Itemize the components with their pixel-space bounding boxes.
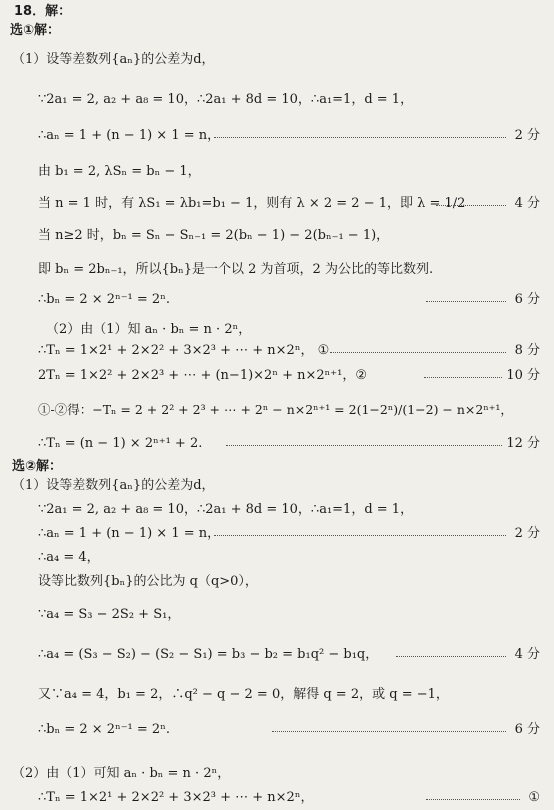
score-mark: 2 分 [514, 128, 540, 143]
dotted-leader [426, 301, 506, 302]
solution-text: ∴a₄ = (S₃ − S₂) − (S₂ − S₁) = b₃ − b₂ = b₁q² − b₁q， [38, 647, 379, 662]
solution-text: 即 bₙ = 2bₙ₋₁，所以{bₙ}是一个以 2 为首项，2 为公比的等比数列. [38, 262, 434, 277]
score-mark: 10 分 [506, 368, 540, 383]
solution-text: ∵a₄ = S₃ − 2S₂ + S₁， [38, 607, 181, 622]
solution-text: ∴Tₙ = 1×2¹ + 2×2² + 3×2³ + ⋯ + n×2ⁿ， [38, 790, 314, 805]
solution-text: ∵2a₁ = 2, a₂ + a₈ = 10，∴2a₁ + 8d = 10，∴a₁=1，d = 1， [38, 502, 414, 517]
dotted-leader [272, 731, 506, 732]
dotted-leader [436, 205, 506, 206]
solution-text: （1）设等差数列{aₙ}的公差为d， [12, 478, 215, 493]
dotted-leader [214, 535, 506, 536]
solution-text: （1）设等差数列{aₙ}的公差为d， [12, 52, 215, 67]
solution-text: 2Tₙ = 1×2² + 2×2³ + ⋯ + (n−1)×2ⁿ + n×2ⁿ⁺¹，② [38, 368, 367, 383]
dotted-leader [226, 445, 502, 446]
solution-text: 又∵a₄ = 4，b₁ = 2，∴q² − q − 2 = 0，解得 q = 2，或 q = −1， [38, 687, 449, 702]
dotted-leader [396, 656, 506, 657]
score-mark: 12 分 [506, 436, 540, 451]
solution-text: （2）由（1）知 aₙ · bₙ = n · 2ⁿ， [46, 322, 252, 337]
score-mark: 6 分 [514, 292, 540, 307]
score-mark: 2 分 [514, 526, 540, 541]
dotted-leader [330, 352, 506, 353]
solution-text: ∵2a₁ = 2, a₂ + a₈ = 10，∴2a₁ + 8d = 10，∴a₁=1，d = 1， [38, 92, 414, 107]
score-mark: 6 分 [514, 722, 540, 737]
solution-text: ∴a₄ = 4， [38, 550, 100, 565]
solution-text: 当 n = 1 时，有 λS₁ = λb₁=b₁ − 1，则有 λ × 2 = 2 − 1，即 λ = 1/2 [38, 196, 466, 211]
option-two-heading: 选②解： [12, 459, 63, 474]
solution-text: 由 b₁ = 2, λSₙ = bₙ − 1， [38, 164, 201, 179]
dotted-leader [424, 377, 502, 378]
solution-text: （2）由（1）可知 aₙ · bₙ = n · 2ⁿ， [12, 766, 231, 781]
solution-text: ∴bₙ = 2 × 2ⁿ⁻¹ = 2ⁿ. [38, 292, 170, 307]
solution-text: ∴Tₙ = (n − 1) × 2ⁿ⁺¹ + 2. [38, 436, 203, 451]
problem-heading: 18．解： [14, 4, 72, 19]
solution-text: ∴aₙ = 1 + (n − 1) × 1 = n， [38, 526, 221, 541]
solution-text: ∴bₙ = 2 × 2ⁿ⁻¹ = 2ⁿ. [38, 722, 170, 737]
solution-text: ∴Tₙ = 1×2¹ + 2×2² + 3×2³ + ⋯ + n×2ⁿ， ① [38, 343, 330, 358]
solution-text: ∴aₙ = 1 + (n − 1) × 1 = n， [38, 128, 221, 143]
score-mark: 8 分 [514, 343, 540, 358]
equation-marker: ① [528, 790, 540, 805]
solution-text: 设等比数列{bₙ}的公比为 q（q>0）， [38, 574, 258, 589]
score-mark: 4 分 [514, 647, 540, 662]
solution-text: ①-②得：−Tₙ = 2 + 2² + 2³ + ⋯ + 2ⁿ − n×2ⁿ⁺¹ = 2(1−2ⁿ)/(1−2) − n×2ⁿ⁺¹， [38, 402, 513, 417]
score-mark: 4 分 [514, 196, 540, 211]
dotted-leader [214, 137, 506, 138]
option-one-heading: 选①解： [10, 23, 61, 38]
dotted-leader [426, 799, 520, 800]
solution-text: 当 n≥2 时，bₙ = Sₙ − Sₙ₋₁ = 2(bₙ − 1) − 2(bₙ₋₁ − 1)， [38, 228, 390, 243]
